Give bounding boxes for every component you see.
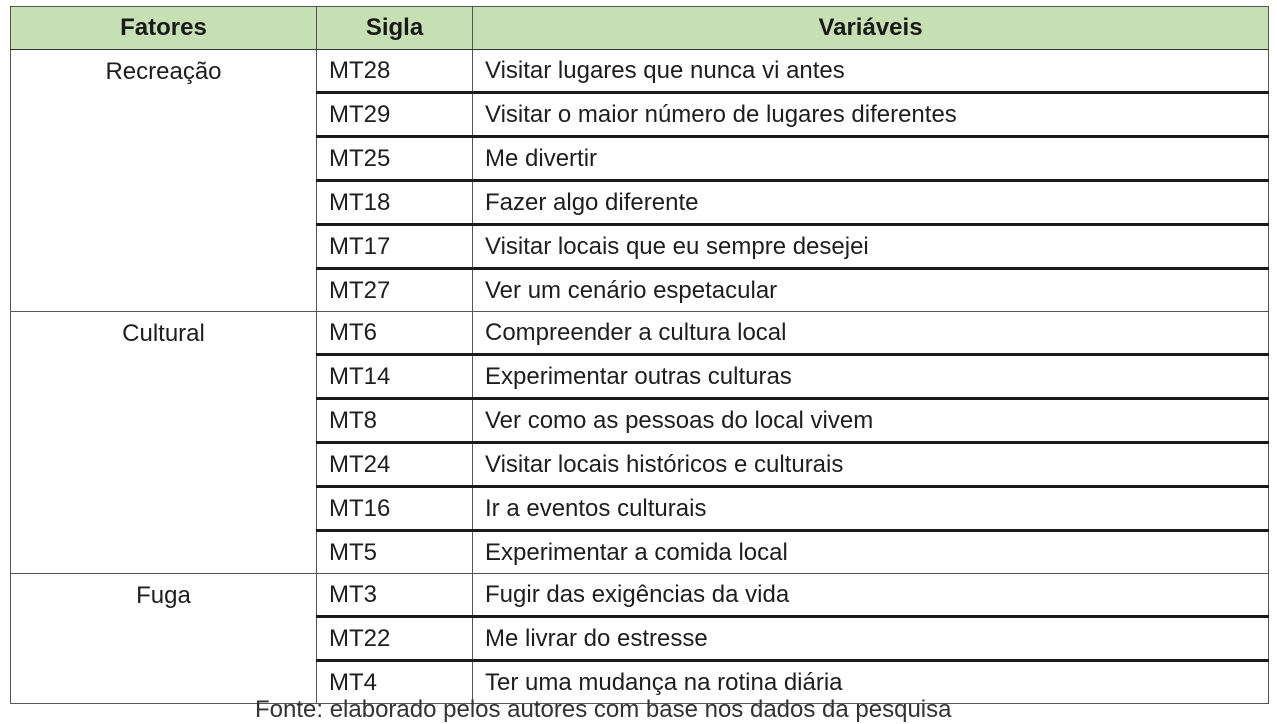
variavel-cell: Fugir das exigências da vida — [473, 574, 1269, 617]
sigla-cell: MT17 — [317, 225, 473, 269]
sigla-cell: MT3 — [317, 574, 473, 617]
table-row — [11, 574, 1269, 617]
sigla-cell: MT18 — [317, 181, 473, 225]
sigla-cell: MT28 — [317, 50, 473, 93]
sigla-cell: MT6 — [317, 312, 473, 355]
fator-cell-recreacao: Recreação — [11, 50, 317, 312]
variavel-cell: Visitar locais que eu sempre desejei — [473, 225, 1269, 269]
sigla-cell: MT14 — [317, 355, 473, 399]
variavel-cell: Fazer algo diferente — [473, 181, 1269, 225]
sigla-cell: MT22 — [317, 617, 473, 661]
variavel-cell: Ir a eventos culturais — [473, 487, 1269, 531]
sigla-cell: MT24 — [317, 443, 473, 487]
table-row — [11, 50, 1269, 93]
table-header — [11, 7, 1269, 50]
sigla-cell: MT5 — [317, 531, 473, 574]
variavel-cell: Visitar locais históricos e culturais — [473, 443, 1269, 487]
sigla-cell: MT8 — [317, 399, 473, 443]
sigla-cell: MT25 — [317, 137, 473, 181]
variavel-cell: Ter uma mudança na rotina diária — [473, 661, 1269, 704]
variavel-cell: Experimentar outras culturas — [473, 355, 1269, 399]
variavel-cell: Compreender a cultura local — [473, 312, 1269, 355]
header-variaveis: Variáveis — [473, 7, 1269, 50]
variavel-cell: Ver um cenário espetacular — [473, 269, 1269, 312]
sigla-cell: MT27 — [317, 269, 473, 312]
header-row — [11, 7, 1269, 50]
header-fatores: Fatores — [11, 7, 317, 50]
fator-cell-fuga: Fuga — [11, 574, 317, 704]
variavel-cell: Experimentar a comida local — [473, 531, 1269, 574]
table-body — [11, 50, 1269, 704]
sigla-cell: MT16 — [317, 487, 473, 531]
table-source-note: Fonte: elaborado pelos autores com base nos dados da pesquisa — [255, 696, 952, 723]
table-container — [10, 6, 1268, 704]
variavel-cell: Ver como as pessoas do local vivem — [473, 399, 1269, 443]
variavel-cell: Me divertir — [473, 137, 1269, 181]
fator-cell-cultural: Cultural — [11, 312, 317, 574]
variavel-cell: Me livrar do estresse — [473, 617, 1269, 661]
factors-table — [10, 6, 1269, 704]
sigla-cell: MT4 — [317, 661, 473, 704]
variavel-cell: Visitar lugares que nunca vi antes — [473, 50, 1269, 93]
sigla-cell: MT29 — [317, 93, 473, 137]
variavel-cell: Visitar o maior número de lugares diferentes — [473, 93, 1269, 137]
table-row — [11, 312, 1269, 355]
header-sigla: Sigla — [317, 7, 473, 50]
